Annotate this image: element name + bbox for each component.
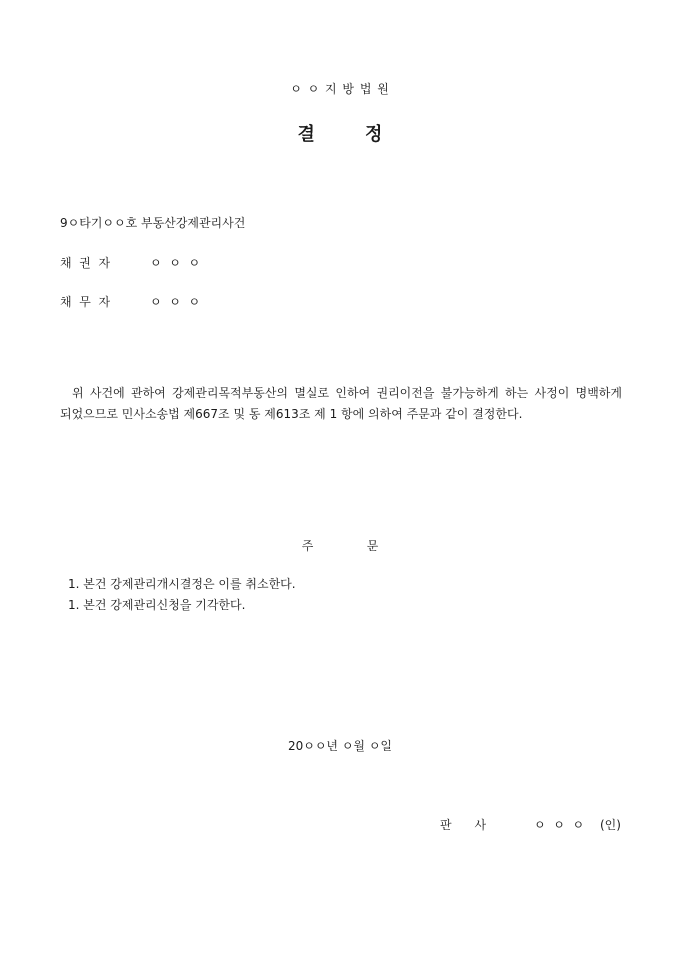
creditor-name: ㅇ ㅇ ㅇ [150,256,201,270]
judge-name: ㅇ ㅇ ㅇ [534,818,585,832]
judge-label: 판 사 [440,818,487,832]
creditor-label: 채 권 자 [60,256,111,270]
order-item: 1. 본건 강제관리개시결정은 이를 취소한다. [68,577,296,591]
document-title: 결 정 [297,124,383,145]
case-number: 9ㅇ타기ㅇㅇ호 부동산강제관리사건 [60,216,246,230]
decision-date: 20ㅇㅇ년 ㅇ월 ㅇ일 [287,739,393,753]
order-heading: 주 문 [301,539,379,553]
debtor-name: ㅇ ㅇ ㅇ [150,295,201,309]
decision-reason-text: 위 사건에 관하여 강제관리목적부동산의 멸실로 인하여 권리이전을 불가능하게 하는 사정이 명백하게 되었으므로 민사소송법 제667조 및 동 제613조 제 1 항에 의하여 주문과 같이 결정한다. [60,386,622,421]
debtor-label: 채 무 자 [60,295,111,309]
court-name: ㅇ ㅇ 지 방 법 원 [290,82,390,96]
order-item: 1. 본건 강제관리신청을 기각한다. [68,598,246,612]
seal-mark: (인) [600,818,621,832]
